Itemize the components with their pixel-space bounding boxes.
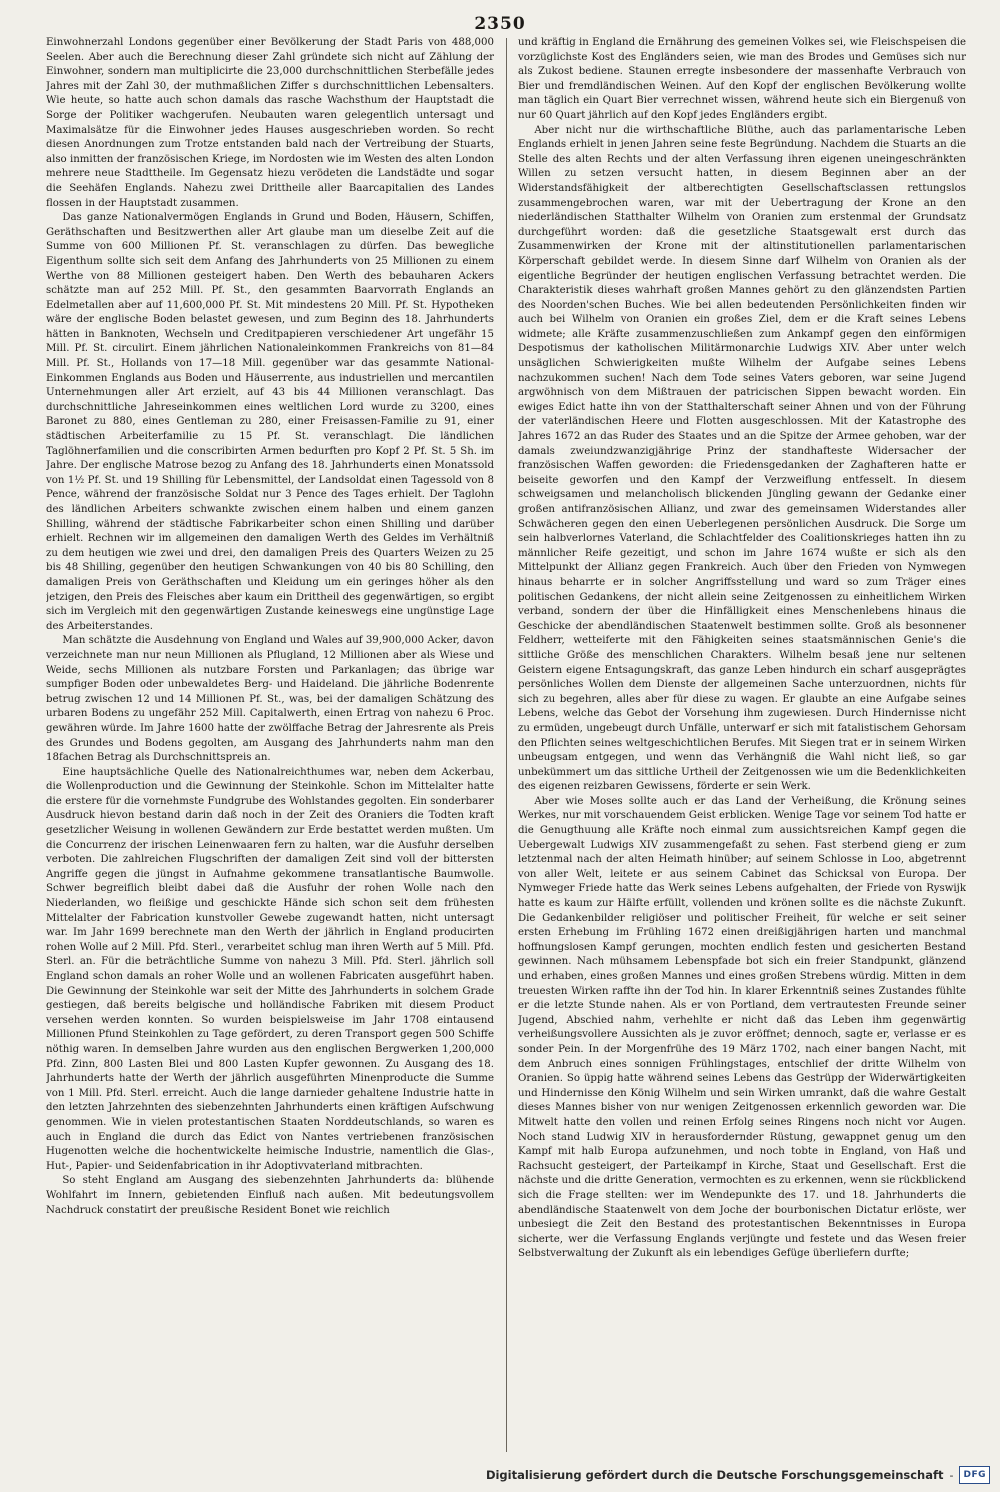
paragraph: Einwohnerzahl Londons gegenüber einer Bevölkerung der Stadt Paris von 488,000 Seelen. Aber auch die Berechnung dieser Zahl gründete sich nicht auf Zählung der Einwohner, sondern man multiplicirte die 23,000 durchschnittlichen Sterbefälle jedes Jahres mit der Zahl 30, der muthmaßlichen Ziffer s durchschnittlichen Lebensalters. Wie heute, so hatte auch schon damals das rasche Wachsthum der Hauptstadt die Sorge der Politiker wachgerufen. Neubauten waren gelegentlich untersagt und Maximalsätze für die Einwohner jedes Hauses ausgeschrieben worden. So recht diesen Anordnungen zum Trotze entstanden bald nach der Vertreibung der Stuarts, also inmitten der französischen Kriege, im Nordosten wie im Westen des alten London mehrere neue Stadttheile. Im Gegensatz hiezu verödeten die Landstädte und sogar die Seehäfen Englands. Nahezu zwei Drittheile aller Baarcapitalien des Landes flossen in der Hauptstadt zusammen. — [46, 37, 494, 209]
column-divider — [506, 38, 507, 1452]
paragraph: Man schätzte die Ausdehnung von England und Wales auf 39,900,000 Acker, davon verzeichnete man nur neun Millionen als Pflugland, 12 Millionen aber als Wiese und Weide, sechs Millionen als nutzbare Forsten und Parkanlagen; das übrige war sumpfiger Boden oder unbewaldetes Berg- und Haideland. Die jährliche Bodenrente betrug zwischen 12 und 14 Millionen Pf. St., was, bei der damaligen Schätzung des urbaren Bodens zu ungefähr 252 Mill. Capitalwerth, einen Ertrag von nahezu 6 Proc. gewähren würde. Im Jahre 1600 hatte der zwölffache Betrag der Jahresrente als Preis des Grundes und Bodens gegolten, am Ausgang des Jahrhunderts nahm man den 18fachen Betrag als Durchschnittspreis an. — [46, 635, 494, 764]
dfg-logo — [959, 1466, 990, 1484]
paragraph: So steht England am Ausgang des siebenzehnten Jahrhunderts da: blühende Wohlfahrt im Innern, gebietenden Einfluß nach außen. Mit bedeutungsvollem Nachdruck constatirt der preußische Resident Bonet wie reichlich — [46, 1175, 494, 1216]
paragraph: Aber nicht nur die wirthschaftliche Blüthe, auch das parlamentarische Leben Englands erhielt in jenen Jahren seine feste Begründung. Nachdem die Stuarts an die Stelle des alten Rechts und der alten Verfassung ihren eigenen uneingeschränkten Willen zu setzen versucht hatten, in diesem Beginnen aber an der Widerstandsfähigkeit der altberechtigten Gesellschaftsclassen rettungslos zusammengebrochen waren, war mit der Uebertragung der Krone an den niederländischen Statthalter Wilhelm von Oranien zum erstenmal der Grundsatz durchgeführt worden: daß die gesetzliche Staatsgewalt erst durch das Zusammenwirken der Krone mit der altinstitutionellen parlamentarischen Körperschaft gebildet werde. In diesem Sinne darf Wilhelm von Oranien als der eigentliche Begründer der heutigen englischen Verfassung betrachtet werden. Die Charakteristik dieses wahrhaft großen Mannes gehört zu den glänzendsten Partien des Noorden'schen Buches. Wie bei allen bedeutenden Persönlichkeiten finden wir auch bei Wilhelm von Oranien ein großes Ziel, dem er die Kraft seines Lebens widmete; alle Kräfte zusammenzuschließen zum Ankampf gegen den einförmigen Despotismus der katholischen Militärmonarchie Ludwigs XIV. Aber unter welch unsäglichen Schwierigkeiten mußte Wilhelm der Aufgabe seines Lebens nachzukommen suchen! Nach dem Tode seines Vaters geboren, war seine Jugend argwöhnisch von dem Mißtrauen der patricischen Sippen bewacht worden. Ein ewiges Edict hatte ihn von der Statthalterschaft seiner Ahnen und von der Führung der vaterländischen Heere und Flotten ausgeschlossen. Mit der Katastrophe des Jahres 1672 an das Ruder des Staates und an die Spitze der Armee gehoben, war der damals zweiundzwanzigjährige Prinz der standhafteste Widersacher der französischen Waffen geworden: die Friedensgedanken der Zaghafteren hatte er beiseite geworfen und den Kampf der Verzweiflung entfesselt. In diesem schweigsamen und melancholisch blickenden Jüngling gewann der Gedanke einer großen antifranzösischen Allianz, und zwar des gemeinsamen Widerstandes aller Schwächeren gegen den einen Ueberlegenen persönlichen Ausdruck. Die Sorge um sein halbverlornes Vaterland, die Schlachtfelder des Coalitionskrieges hatten ihn zu männlicher Reife gezeitigt, und schon im Jahre 1674 wußte er sich als den Mittelpunkt der Allianz gegen Frankreich. Auch über den Frieden von Nymwegen hinaus beharrte er in solcher Angriffsstellung und ward so zum Träger eines politischen Gedankens, der nicht allein seine Zeitgenossen zu einheitlichem Wirken verband, sondern der über die Hinfälligkeit eines Menschenlebens hinaus die Geschicke der abendländischen Staatenwelt bestimmen sollte. Groß als besonnener Feldherr, wetteiferte mit den Fähigkeiten seines staatsmännischen Genie's die sittliche Größe des menschlichen Charakters. Wilhelm besaß jene nur seltenen Geistern eigene Entsagungskraft, das ganze Leben hindurch ein scharf ausgeprägtes persönliches Wollen dem Dienste der allgemeinen Sache unterzuordnen, nichts für sich zu begehren, alles aber für diese zu wagen. Er glaubte an eine Aufgabe seines Lebens, welche das Gebot der Vorsehung ihm zugewiesen. Durch Hindernisse nicht zu ermüden, ungebeugt durch Unfälle, unterwarf er sich mit fatalistischem Gehorsam den Pflichten seines weltgeschichtlichen Berufes. Mit Siegen trat er in seinem Wirken unbeugsam entgegen, und wenn das Verhängniß die Wahl nicht ließ, so gar unbekümmert um das sittliche Urtheil der Zeitgenossen wie um die Bedenklichkeiten des eigenen reizbaren Gewissens, förderte er sein Werk. — [518, 124, 966, 793]
page-number: 2350 — [474, 14, 526, 34]
digitization-footer — [486, 1466, 990, 1484]
paragraph: Aber wie Moses sollte auch er das Land der Verheißung, die Krönung seines Werkes, nur mit vorschauendem Geist erblicken. Wenige Tage vor seinem Tod hatte er die Genugthuung alle Kräfte noch einmal zum aussichtsreichen Kampf gegen die Uebergewalt Ludwigs XIV zusammengefaßt zu sehen. Fast sterbend gieng er zum letztenmal nach der alten Heimath hinüber; auf seinem Schlosse in Loo, abgetrennt von aller Welt, leitete er aus seinem Cabinet das Schicksal von Europa. Der Nymweger Friede hatte das Werk seines Lebens aufgehalten, der Friede von Ryswijk hatte es kaum zur Hälfte erfüllt, vollenden und krönen sollte es die nächste Zukunft. Die Gedankenbilder religiöser und politischer Freiheit, für welche er seit seiner ersten Erhebung im Frühling 1672 einen dreißigjährigen harten und manchmal hoffnungslosen Kampf gerungen, mochten endlich festen und gesicherten Bestand gewinnen. Nach mühsamem Lebenspfade bot sich ein freier Standpunkt, glänzend und erhaben, eines großen Mannes und eines großen Strebens würdig. Mitten in dem treuesten Wirken raffte ihn der Tod hin. In klarer Erkenntniß seines Zustandes fühlte er die letzte Stunde nahen. Als er von Portland, dem vertrautesten Freunde seiner Jugend, Abschied nahm, verhehlte er nicht daß das Leben ihm gegenwärtig verheißungsvollere Aussichten als je zuvor eröffnet; dennoch, sagte er, verlasse er es sonder Pein. In der Morgenfrühe des 19 März 1702, nach einer bangen Nacht, mit dem Anbruch eines sonnigen Frühlingstages, entschlief der dritte Wilhelm von Oranien. So üppig hatte während seines Lebens das Gestrüpp der Widerwärtigkeiten und Hindernisse den König Wilhelm und sein Wirken umrankt, daß die wahre Gestalt dieses Mannes bisher von nur wenigen Zeitgenossen erkennlich geworden war. Die Mitwelt hatte den vollen und reinen Erfolg seines Ringens noch nicht vor Augen. Noch stand Ludwig XIV in herausfordernder Rüstung, gewappnet genug um den Kampf mit halb Europa aufzunehmen, und noch tobte in England, von Haß und Rachsucht gesteigert, der Parteikampf in Kirche, Staat und Gesellschaft. Erst die nächste und die dritte Generation, vermochten es zu erkennen, wenn sie rückblickend sich die Frage stellten: wer im Wendepunkte des 17. und 18. Jahrhunderts die abendländische Staatenwelt von dem Joche der bourbonischen Dictatur erlöste, wer unbesiegt die Zeit den Bestand des protestantischen Bekenntnisses in Europa sicherte, wer die Verfassung Englands verjüngte und festete und das Wesen freier Selbstverwaltung der Zukunft als ein lebendiges Gefüge überliefern durfte; — [518, 795, 966, 1260]
funding-note: Digitalisierung gefördert durch die Deutsche Forschungsgemeinschaft — [485, 1468, 944, 1482]
paragraph: Eine hauptsächliche Quelle des Nationalreichthumes war, neben dem Ackerbau, die Wollenproduction und die Gewinnung der Steinkohle. Schon im Mittelalter hatte die erstere für die vornehmste Fundgrube des Wohlstandes gegolten. Ein sonderbarer Ausdruck hievon bestand darin daß noch in der Zeit des Oraniers die Todten kraft gesetzlicher Weisung in wollenen Gewändern zur Erde bestattet werden mußten. Um die Concurrenz der irischen Leinenwaaren fern zu halten, war die Ausfuhr derselben verboten. Die zahlreichen Flugschriften der damaligen Zeit sind voll der bittersten Angriffe gegen die jüngst in Aufnahme gekommene transatlantische Baumwolle. Schwer begreiflich bleibt dabei daß die Ausfuhr der rohen Wolle nach den Niederlanden, wo fleißige und geschickte Hände sich schon seit dem frühesten Mittelalter der Fabrication kunstvoller Gewebe zugewandt hatten, nicht untersagt war. Im Jahr 1699 berechnete man den Werth der jährlich in England producirten rohen Wolle auf 2 Mill. Pfd. Sterl., verarbeitet schlug man ihren Werth auf 5 Mill. Pfd. Sterl. an. Für die beträchtliche Summe von nahezu 3 Mill. Pfd. Sterl. jährlich soll England schon damals an roher Wolle und an wollenen Fabricaten ausgeführt haben. Die Gewinnung der Steinkohle war seit der Mitte des Jahrhunderts in solchem Grade gestiegen, daß bereits belgische und holländische Fabriken mit diesem Product versehen werden konnten. So wurden beispielsweise im Jahr 1708 eintausend Millionen Pfund Steinkohlen zu Tage gefördert, zu deren Transport gegen 500 Schiffe nöthig waren. In demselben Jahre wurden aus den englischen Bergwerken 1,200,000 Pfd. Zinn, 800 Lasten Blei und 800 Lasten Kupfer gewonnen. Zu Ausgang des 18. Jahrhunderts hatte der Werth der jährlich ausgeführten Minenproducte die Summe von 1 Mill. Pfd. Sterl. erreicht. Auch die lange darnieder gehaltene Industrie hatte in den letzten Jahrzehnten des siebenzehnten Jahrhunderts einen kräftigen Aufschwung genommen. Wie in vielen protestantischen Staaten Norddeutschlands, so waren es auch in England die durch das Edict von Nantes vertriebenen französischen Hugenotten welche die hochentwickelte heimische Industrie, namentlich die Glas-, Hut-, Papier- und Seidenfabrication in ihr Adoptivvaterland mitbrachten. — [46, 766, 494, 1172]
footer-separator: - — [949, 1468, 954, 1482]
paragraph: und kräftig in England die Ernährung des gemeinen Volkes sei, wie Fleischspeisen die vorzüglichste Kost des Engländers seien, wie man des Brodes und Gemüses sich nur als Zukost bediene. Staunen erregte insbesondere der massenhafte Verbrauch von Bier und fremdländischen Weinen. Auf den Kopf der englischen Bevölkerung wollte man täglich ein Quart Bier verrechnet wissen, während heute sich ein Biergenuß von nur 60 Quart jährlich auf den Kopf jedes Engländers ergibt. — [518, 37, 966, 121]
right-column — [518, 36, 966, 1454]
article-columns — [46, 36, 966, 1454]
paragraph: Das ganze Nationalvermögen Englands in Grund und Boden, Häusern, Schiffen, Geräthschaften und Besitzwerthen aller Art glaube man um dieselbe Zeit auf die Summe von 600 Millionen Pf. St. veranschlagen zu dürfen. Das bewegliche Eigenthum sollte sich seit dem Anfang des Jahrhunderts von 25 Millionen zu einem Werthe von 88 Millionen gesteigert haben. Den Werth des bebauharen Ackers schätzte man auf 252 Mill. Pf. St., den gesammten Baarvorrath Englands an Edelmetallen aber auf 11,600,000 Pf. St. Mit mindestens 20 Mill. Pf. St. Hypotheken wäre der englische Boden belastet gewesen, und zum Beginn des 18. Jahrhunderts hätten in Banknoten, Wechseln und Creditpapieren verschiedener Art ungefähr 15 Mill. Pf. St. circulirt. Einem jährlichen Nationaleinkommen Frankreichs von 81—84 Mill. Pf. St., Hollands von 17—18 Mill. gegenüber war das gesammte National-Einkommen Englands aus Boden und Häuserrente, aus industriellen und mercantilen Unternehmungen aller Art erzielt, auf 43 bis 44 Millionen veranschlagt. Das durchschnittliche Jahreseinkommen eines weltlichen Lord wurde zu 3200, eines Baronet zu 880, eines Gentleman zu 280, einer Freisassen-Familie zu 91, einer städtischen Arbeiterfamilie zu 15 Pf. St. veranschlagt. Die ländlichen Taglöhnerfamilien und die conscribirten Armen bedurften pro Kopf 2 Pf. St. 5 Sh. im Jahre. Der englische Matrose bezog zu Anfang des 18. Jahrhunderts einen Monatssold von 1½ Pf. St. und 19 Shilling für Lebensmittel, der Landsoldat einen Tagessold von 8 Pence, während der französische Soldat nur 3 Pence des Tages erhielt. Der Taglohn des ländlichen Arbeiters schwankte zwischen einem halben und einem ganzen Shilling, während der städtische Fabrikarbeiter schon einen Shilling und darüber erhielt. Rechnen wir im allgemeinen den damaligen Werth des Geldes im Verhältniß zu dem heutigen wie zwei und drei, den damaligen Preis des Quarters Weizen zu 25 bis 48 Shilling, gegenüber den heutigen Schwankungen von 40 bis 80 Schilling, den damaligen Preis von Geräthschaften und Kleidung um ein geringes höher als den jetzigen, den Preis des Fleisches aber kaum ein Drittheil des gegenwärtigen, so ergibt sich im Vergleich mit den gegenwärtigen Zustande keineswegs eine ungünstige Lage des Arbeiterstandes. — [46, 212, 494, 632]
dfg-logo-label: DFG — [963, 1470, 986, 1480]
left-column — [46, 36, 494, 1454]
